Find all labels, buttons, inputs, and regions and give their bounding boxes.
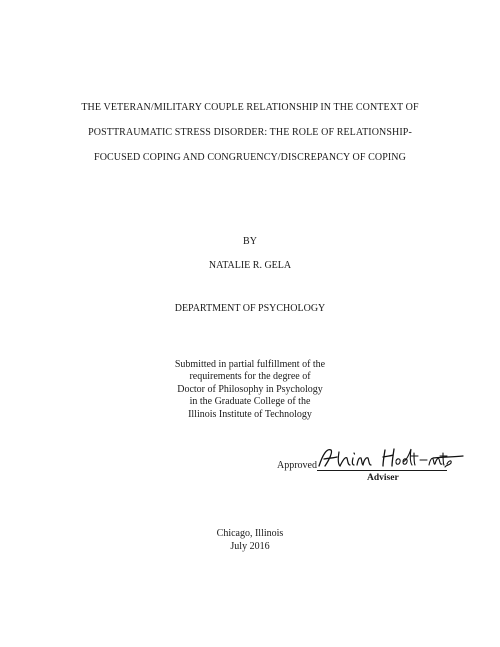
title-line-1: THE VETERAN/MILITARY COUPLE RELATIONSHIP IN THE CONTEXT OF xyxy=(81,102,419,113)
approval-block xyxy=(277,444,477,494)
signature-line xyxy=(317,470,447,471)
statement-line-5: Illinois Institute of Technology xyxy=(188,408,312,420)
date-text: July 2016 xyxy=(230,540,270,552)
statement-line-1: Submitted in partial fulfillment of the xyxy=(174,359,326,370)
by-label: BY xyxy=(243,236,257,247)
title-line-2: POSTTRAUMATIC STRESS DISORDER: THE ROLE OF RELATIONSHIP- xyxy=(88,127,412,138)
statement-line-3: Doctor of Philosophy in Psychology xyxy=(177,383,323,395)
adviser-signature xyxy=(315,444,465,472)
adviser-label: Adviser xyxy=(367,473,399,483)
approved-label: Approved xyxy=(277,460,317,471)
location-text: Chicago, Illinois xyxy=(216,528,284,539)
place-and-date xyxy=(0,528,500,553)
author-name: NATALIE R. GELA xyxy=(208,260,292,271)
statement-line-4: in the Graduate College of the xyxy=(189,396,311,408)
department-name: DEPARTMENT OF PSYCHOLOGY xyxy=(174,303,326,314)
statement-line-2: requirements for the degree of xyxy=(189,371,311,383)
degree-statement xyxy=(0,359,500,421)
title-line-3: FOCUSED COPING AND CONGRUENCY/DISCREPANCY OF COPING xyxy=(94,152,406,163)
thesis-title xyxy=(0,95,500,170)
